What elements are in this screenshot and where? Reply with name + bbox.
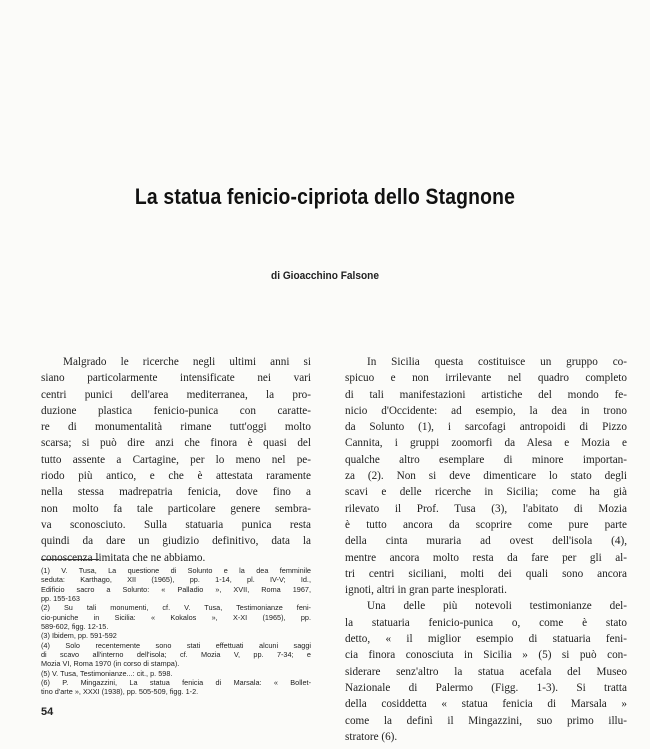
page-number: 54: [41, 706, 54, 718]
body-line: re di monumentalità rimane tutt'oggi molto: [41, 421, 311, 434]
body-line: è tutto ancora da scoprire come pure parte: [345, 518, 627, 531]
footnote-line: (6) P. Mingazzini, La statua fenicia di Marsala: « Bollet-: [41, 678, 311, 688]
footnotes: [41, 566, 311, 697]
footnote-line: (1) V. Tusa, La questione di Solunto e la dea femminile: [41, 566, 311, 575]
footnote-divider: [41, 559, 99, 560]
body-line: detto, « il miglior esempio di statuaria feni-: [345, 633, 627, 646]
body-line: scavi e delle ricerche in Sicilia; come ha già: [345, 486, 627, 499]
body-line: Cannita, i gruppi zoomorfi da Alesa e Mozia e: [345, 437, 627, 450]
footnote-line: tino d'arte », XXXI (1938), pp. 505-509, figg. 1-2.: [41, 687, 199, 697]
body-line: la statuaria fenicio-punica o, come è stato: [345, 616, 627, 629]
footnote-line: di scavo all'interno dell'isola; cf. Mozia V, pp. 7-34; e: [41, 650, 311, 660]
footnote-line: 589-602, figg. 12-15.: [41, 622, 109, 632]
body-line: siano particolarmente intensificate nei vari: [41, 372, 311, 385]
body-line: come la definì il Mingazzini, suo primo illu-: [345, 714, 627, 727]
body-line: za (2). Non si deve dimenticare lo stato degli: [345, 470, 627, 483]
footnote-line: (5) V. Tusa, Testimonianze...: cit., p. 598.: [41, 668, 173, 678]
body-line: duzione plastica fenicio-punica con caratte-: [41, 404, 311, 417]
article-title: La statua fenicio-cipriota dello Stagnone: [134, 184, 516, 209]
body-line: rilevato il Prof. Tusa (3), l'abitato di Mozia: [345, 502, 627, 515]
left-column: [41, 354, 311, 566]
body-line: della cinta muraria ad ovest dell'isola (4),: [345, 535, 627, 548]
footnote-line: Mozia VI, Roma 1970 (in corso di stampa).: [41, 659, 180, 669]
body-line: quindi da dare un giudizio definitivo, data la: [41, 535, 311, 548]
body-line: siderare senz'altro la statua acefala del Museo: [345, 665, 627, 678]
body-line: Una delle più notevoli testimonianze del-: [367, 600, 627, 613]
footnote-line: pp. 155-163: [41, 594, 80, 604]
footnote-line: (4) Solo recentemente sono stati effettuati alcuni saggi: [41, 640, 311, 650]
body-line: spicuo e non irrilevante nel quadro completo: [345, 372, 627, 385]
body-line: conoscenza limitata che ne abbiamo.: [41, 551, 206, 564]
article-author: di Gioacchino Falsone: [271, 270, 379, 282]
body-line: tutto assente a Cartagine, per lo meno nel pe-: [41, 453, 311, 466]
footnote-line: Edificio sacro a Solunto: « Palladio », XVII, Roma 1967,: [41, 584, 311, 594]
body-line: tri centri siciliani, molti dei quali sono ancora: [345, 567, 627, 580]
body-line: di tali manifestazioni artistiche del mondo fe-: [345, 388, 627, 401]
body-line: da Solunto (1), i sarcofagi antropoidi di Pizzo: [345, 421, 627, 434]
body-line: scarsa; si può dire anzi che finora è quasi del: [41, 437, 311, 450]
body-line: riodo più antico, e che è attestata raramente: [41, 470, 311, 483]
body-line: cia finora conosciuta in Sicilia » (5) si può con-: [345, 649, 627, 662]
body-line: della cosiddetta « statua fenicia di Marsala »: [345, 698, 627, 711]
body-line: In Sicilia questa costituisce un gruppo co-: [367, 356, 627, 368]
body-line: qualche altro esemplare di minore importan-: [345, 453, 627, 466]
body-line: mentre ancora molto resta da fare per gli al-: [345, 551, 627, 564]
footnote-line: (3) Ibidem, pp. 591-592: [41, 631, 117, 641]
body-line: centri punici dell'area mediterranea, la pro-: [41, 388, 311, 401]
footnote-line: (2) Su tali monumenti, cf. V. Tusa, Testimonianze feni-: [41, 603, 311, 613]
body-line: va sconosciuto. Sulla statuaria punica resta: [41, 518, 311, 531]
body-line: non molto fa tale particolare genere sembra-: [41, 502, 311, 515]
body-line: stratore (6).: [345, 730, 398, 743]
body-line: Malgrado le ricerche negli ultimi anni si: [63, 356, 311, 368]
right-column: [345, 354, 627, 745]
body-line: ignoti, altri in gran parte inesplorati.: [345, 584, 507, 597]
body-line: nicio d'Occidente: ad esempio, la dea in trono: [345, 404, 627, 417]
footnote-line: cio-puniche in Sicilia: « Kokalos », X-XI (1965), pp.: [41, 612, 311, 622]
body-line: Nazionale di Palermo (Figg. 1-3). Si tratta: [345, 681, 627, 694]
footnote-line: seduta: Karthago, XII (1965), pp. 1-14, pl. IV-V; Id.,: [41, 575, 311, 585]
body-line: nella stessa madrepatria fenicia, dove fino a: [41, 486, 311, 499]
